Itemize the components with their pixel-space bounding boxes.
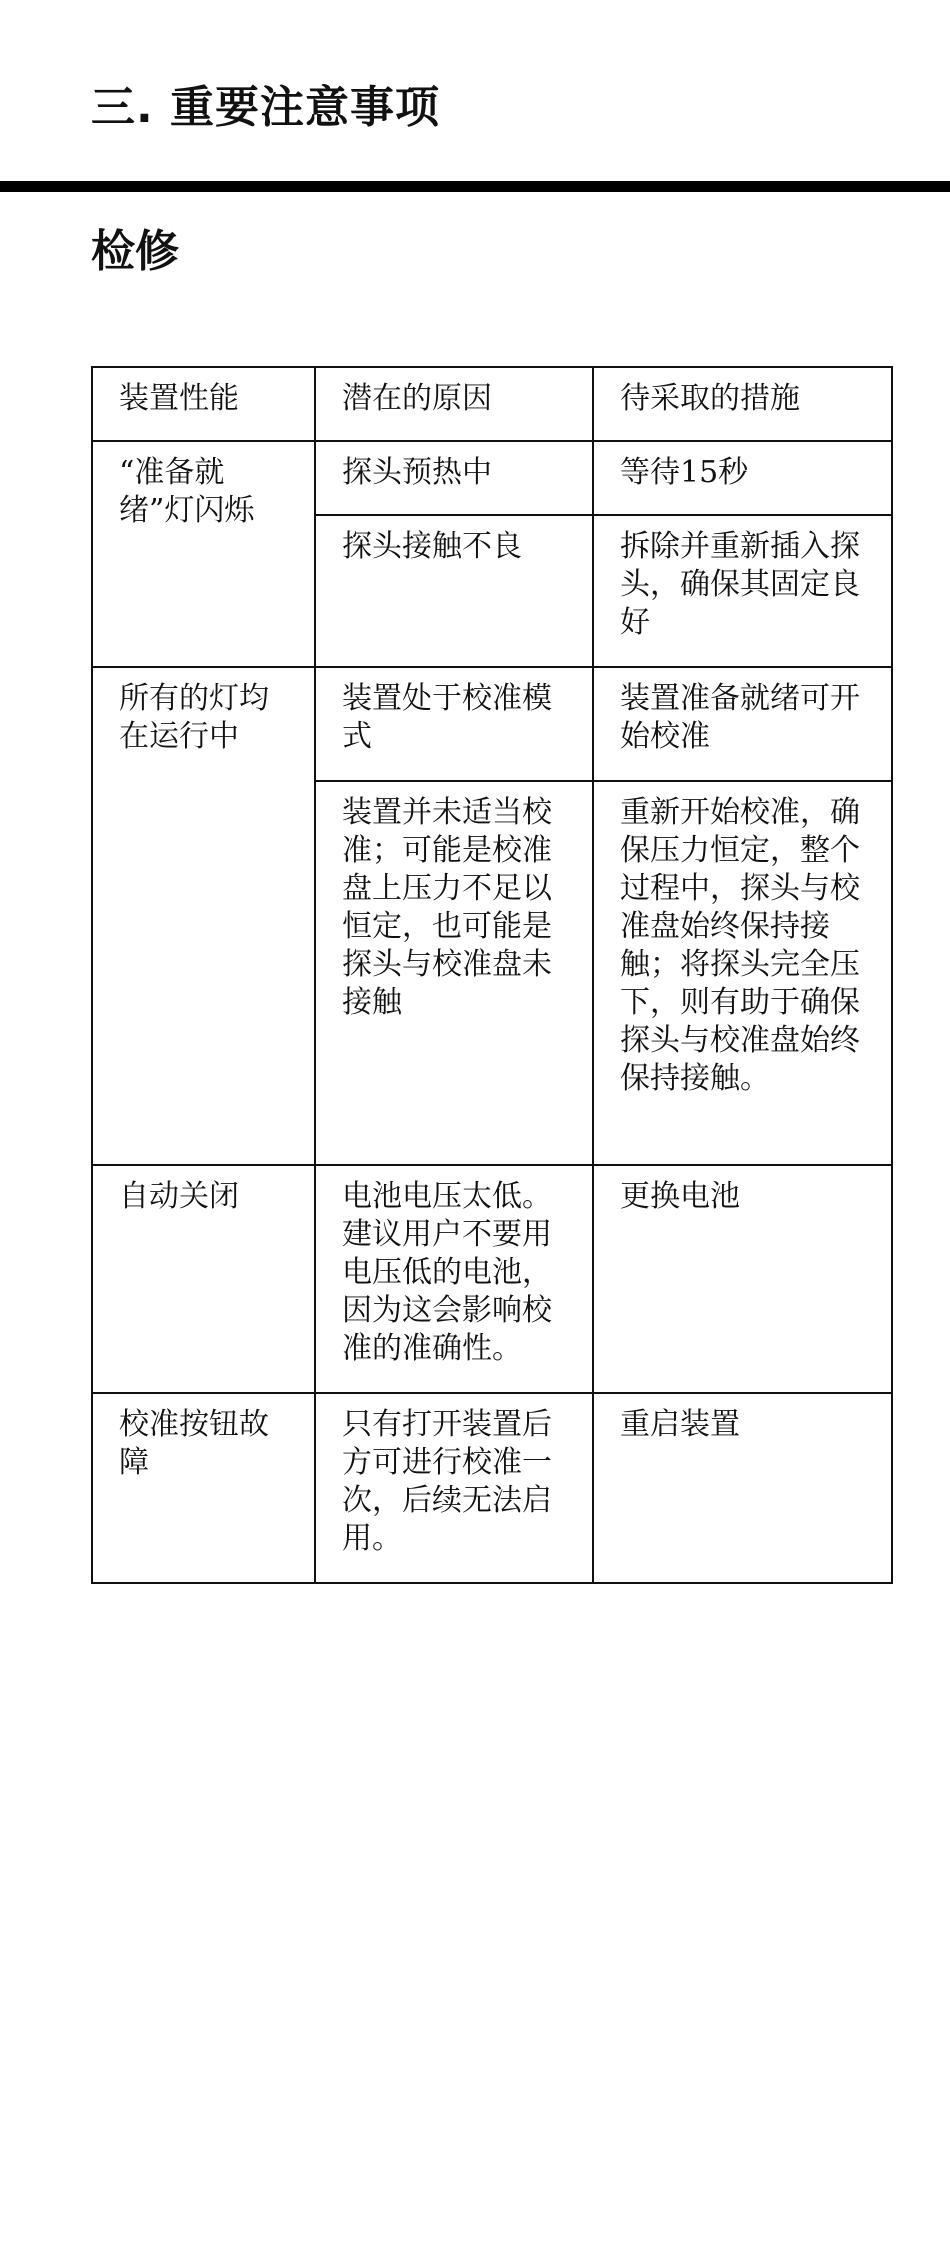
action-cell: 重启装置 bbox=[593, 1393, 892, 1583]
cause-cell: 装置并未适当校准；可能是校准盘上压力不足以恒定，也可能是探头与校准盘未接触 bbox=[315, 781, 593, 1165]
table-row bbox=[92, 667, 892, 781]
title-divider bbox=[0, 181, 950, 192]
cause-cell: 只有打开装置后方可进行校准一次，后续无法启用。 bbox=[315, 1393, 593, 1583]
cause-cell: 探头接触不良 bbox=[315, 515, 593, 667]
table-row bbox=[92, 441, 892, 515]
cause-cell: 电池电压太低。建议用户不要用电压低的电池，因为这会影响校准的准确性。 bbox=[315, 1165, 593, 1393]
action-cell: 重新开始校准，确保压力恒定，整个过程中，探头与校准盘始终保持接触；将探头完全压下，则有助于确保探头与校准盘始终保持接触。 bbox=[593, 781, 892, 1165]
action-cell: 更换电池 bbox=[593, 1165, 892, 1393]
action-cell: 拆除并重新插入探头，确保其固定良好 bbox=[593, 515, 892, 667]
symptom-cell: 所有的灯均在运行中 bbox=[92, 667, 315, 1165]
symptom-cell: 校准按钮故障 bbox=[92, 1393, 315, 1583]
action-cell: 等待15秒 bbox=[593, 441, 892, 515]
troubleshooting-table bbox=[91, 366, 893, 1584]
page-title: 三. 重要注意事项 bbox=[91, 82, 441, 133]
action-cell: 装置准备就绪可开始校准 bbox=[593, 667, 892, 781]
cause-cell: 装置处于校准模式 bbox=[315, 667, 593, 781]
section-heading: 检修 bbox=[91, 226, 179, 277]
header-action: 待采取的措施 bbox=[593, 367, 892, 441]
symptom-cell: “准备就绪”灯闪烁 bbox=[92, 441, 315, 667]
header-symptom: 装置性能 bbox=[92, 367, 315, 441]
table-header-row bbox=[92, 367, 892, 441]
table-row bbox=[92, 1165, 892, 1393]
header-cause: 潜在的原因 bbox=[315, 367, 593, 441]
symptom-cell: 自动关闭 bbox=[92, 1165, 315, 1393]
table-row bbox=[92, 1393, 892, 1583]
cause-cell: 探头预热中 bbox=[315, 441, 593, 515]
